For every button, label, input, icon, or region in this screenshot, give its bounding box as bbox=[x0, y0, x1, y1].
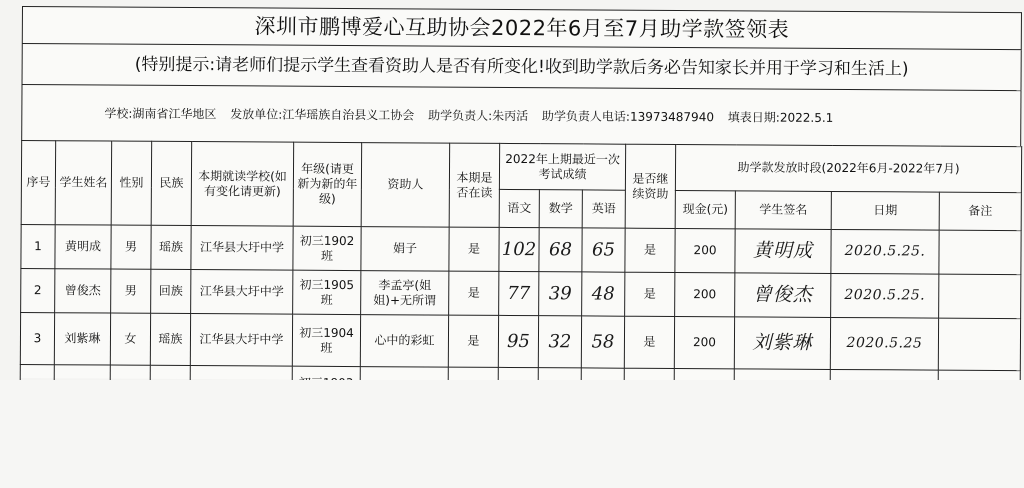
cell-school: 江华县大圩中学 bbox=[190, 314, 292, 367]
cell-chinese: 95 bbox=[498, 315, 538, 367]
header-cash: 现金(元) bbox=[675, 190, 735, 228]
cell-sign-date: 2020.5.25. bbox=[831, 229, 939, 274]
cell-math: 32 bbox=[538, 316, 581, 368]
header-gender: 性别 bbox=[111, 141, 152, 225]
cell-sponsor: 李孟亭(姐姐)+无所谓 bbox=[361, 271, 449, 316]
cell-sign-date: 2020.5.25 bbox=[830, 317, 938, 370]
cell-sign-date: 2020.5.25. bbox=[831, 273, 939, 318]
cell-continue: 是 bbox=[624, 316, 674, 368]
cell-signature: 刘紫琳 bbox=[734, 317, 830, 370]
header-sponsor: 资助人 bbox=[361, 143, 450, 228]
cell-no: 1 bbox=[21, 224, 55, 268]
table-row bbox=[21, 224, 1021, 274]
header-sign-date: 日期 bbox=[831, 191, 939, 230]
cell-gender: 男 bbox=[111, 225, 151, 269]
cell-english: 58 bbox=[581, 316, 624, 368]
header-scores: 2022年上期最近一次考试成绩 bbox=[499, 143, 625, 190]
cell-continue: 是 bbox=[625, 228, 675, 272]
cell-english: 48 bbox=[582, 272, 625, 316]
header-signature: 学生签名 bbox=[735, 191, 831, 230]
info-issuer: 发放单位:江华瑶族自治县义工协会 bbox=[230, 107, 415, 123]
table-row bbox=[21, 268, 1021, 318]
info-line bbox=[21, 84, 1021, 146]
cell-no: 3 bbox=[20, 312, 54, 364]
cell-grade: 初三1905班 bbox=[293, 270, 361, 314]
header-english: 英语 bbox=[582, 190, 625, 228]
header-chinese: 语文 bbox=[499, 189, 539, 227]
cell-no: 2 bbox=[21, 268, 55, 312]
cell-cash: 200 bbox=[675, 228, 735, 272]
cell-remark bbox=[939, 230, 1021, 275]
cell-continue: 是 bbox=[625, 272, 675, 316]
header-enrolled: 本期是否在读 bbox=[449, 143, 500, 227]
header-continue: 是否继续资助 bbox=[625, 144, 676, 228]
header-name: 学生姓名 bbox=[55, 141, 112, 225]
cell-cash: 200 bbox=[675, 272, 735, 316]
cell-enrolled: 是 bbox=[449, 227, 499, 271]
cell-math: 68 bbox=[539, 228, 582, 272]
cell-chinese: 102 bbox=[499, 227, 539, 271]
cell-signature: 曾俊杰 bbox=[735, 273, 831, 318]
info-school: 学校:湖南省江华地区 bbox=[104, 106, 217, 122]
cell-school: 江华县大圩中学 bbox=[191, 270, 293, 315]
student-table bbox=[20, 140, 1023, 419]
cell-school: 江华县大圩中学 bbox=[191, 226, 293, 271]
cell-remark bbox=[938, 318, 1020, 371]
cell-gender: 男 bbox=[111, 269, 151, 313]
cell-chinese: 77 bbox=[499, 271, 539, 315]
cell-ethnicity: 瑶族 bbox=[151, 225, 191, 269]
header-remark: 备注 bbox=[939, 192, 1021, 231]
cell-name: 刘紫琳 bbox=[54, 313, 110, 365]
header-school: 本期就读学校(如有变化请更新) bbox=[191, 142, 294, 227]
blank-paper-area bbox=[0, 380, 1024, 488]
special-notice: (特别提示:请老师们提示学生查看资助人是否有所变化!收到助学款后务必告知家长并用于学习和生活上) bbox=[22, 44, 1022, 90]
cell-enrolled: 是 bbox=[449, 271, 499, 315]
cell-signature: 黄明成 bbox=[735, 229, 831, 274]
cell-remark bbox=[939, 274, 1021, 319]
header-math: 数学 bbox=[539, 190, 582, 228]
info-contact: 助学负责人:朱丙活 bbox=[428, 108, 529, 124]
cell-ethnicity: 回族 bbox=[151, 269, 191, 313]
cell-name: 黄明成 bbox=[55, 225, 111, 269]
header-ethnicity: 民族 bbox=[151, 141, 192, 225]
cell-math: 39 bbox=[539, 272, 582, 316]
form-title: 深圳市鹏博爱心互助协会2022年6月至7月助学款签领表 bbox=[22, 6, 1022, 50]
cell-grade: 初三1904班 bbox=[292, 314, 360, 366]
signature-form-sheet bbox=[20, 6, 1022, 384]
cell-cash: 200 bbox=[674, 316, 734, 368]
cell-grade: 初三1902班 bbox=[293, 226, 361, 270]
cell-ethnicity: 瑶族 bbox=[150, 313, 190, 365]
cell-enrolled: 是 bbox=[448, 315, 498, 367]
info-date: 填表日期:2022.5.1 bbox=[727, 110, 834, 125]
info-phone: 助学负责人电话:13973487940 bbox=[541, 109, 715, 125]
cell-sponsor: 娟子 bbox=[361, 227, 449, 272]
cell-sponsor: 心中的彩虹 bbox=[360, 315, 448, 368]
cell-name: 曾俊杰 bbox=[55, 269, 111, 313]
table-row bbox=[20, 312, 1020, 370]
cell-english: 65 bbox=[582, 228, 625, 272]
cell-gender: 女 bbox=[110, 313, 150, 365]
header-no: 序号 bbox=[21, 141, 56, 225]
header-period: 助学款发放时段(2022年6月-2022年7月) bbox=[675, 144, 1021, 192]
header-grade: 年级(请更新为新的年级) bbox=[293, 142, 362, 226]
